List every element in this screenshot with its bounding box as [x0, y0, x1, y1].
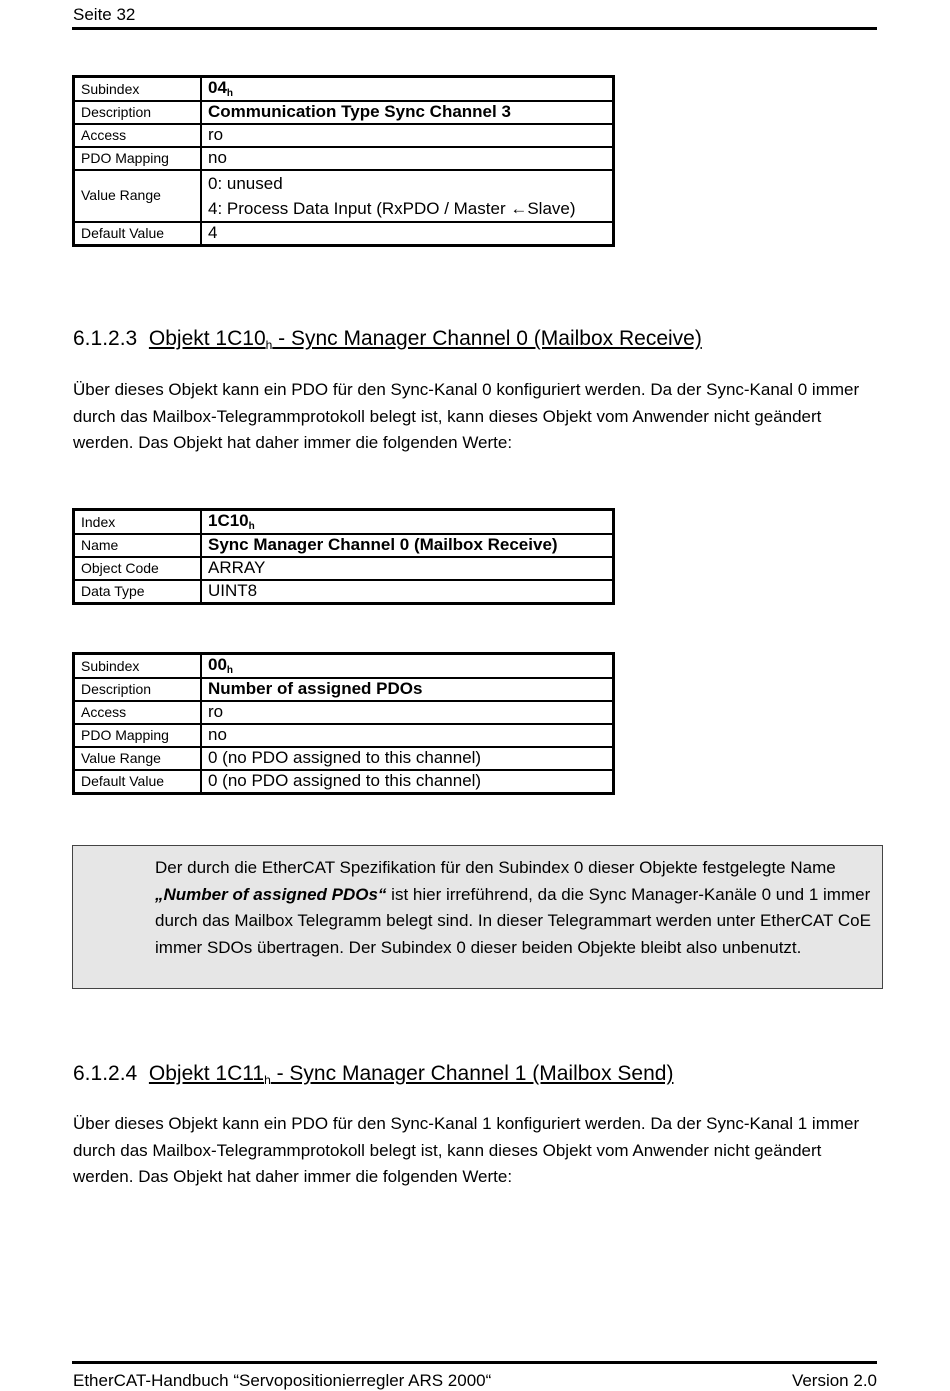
table-value: ARRAY — [201, 557, 614, 580]
subindex-value: 00 — [208, 655, 227, 674]
table-key: Value Range — [74, 747, 202, 770]
table-value — [201, 77, 614, 101]
object-table-subindex-04 — [72, 75, 615, 247]
section-paragraph-6123: Über dieses Objekt kann ein PDO für den Sync-Kanal 0 konfiguriert werden. Da der Sync-Kanal 0 immer durch das Mailbox-Telegrammprotokoll belegt ist, kann dieses Objekt vom Anwender nicht geändert werden. Das Objekt hat daher immer die folgenden Werte: — [73, 380, 860, 452]
page-header-label: Seite 32 — [73, 5, 136, 24]
note-text — [155, 855, 875, 961]
table-row — [74, 747, 614, 770]
value-range-line: 0: unused — [208, 173, 283, 193]
section-title-pre: Objekt 1C11 — [148, 1062, 265, 1085]
table-value: ro — [201, 124, 614, 147]
hex-suffix: h — [264, 1073, 271, 1087]
note-text-before: Der durch die EtherCAT Spezifikation für den Subindex 0 dieser Objekte festgelegte Name — [155, 858, 836, 877]
table-value: no — [201, 147, 614, 170]
section-title-pre: Objekt 1C10 — [148, 327, 266, 350]
section-heading-6123 — [73, 327, 702, 352]
table-row — [74, 770, 614, 794]
table-row — [74, 147, 614, 170]
note-text-after: ist hier irreführend, da die Sync Manager-Kanäle 0 und 1 immer durch das Mailbox Telegramm belegt sind. In dieser Telegrammart werden unter EtherCAT CoE immer SDOs übertragen. Der Subindex 0 dieser beiden Objekte bleibt also unbenutzt. — [155, 884, 871, 957]
subindex-value: 04 — [208, 78, 227, 97]
table-key: Default Value — [74, 770, 202, 794]
table-key: Object Code — [74, 557, 202, 580]
section-paragraph-6124: Über dieses Objekt kann ein PDO für den Sync-Kanal 1 konfiguriert werden. Da der Sync-Kanal 1 immer durch das Mailbox-Telegrammprotokoll belegt ist, kann dieses Objekt vom Anwender nicht geändert werden. Das Objekt hat daher immer die folgenden Werte: — [73, 1114, 860, 1186]
table-row — [74, 654, 614, 678]
table-row — [74, 124, 614, 147]
object-table-subindex-00 — [72, 652, 615, 795]
table-value: 4 — [201, 222, 614, 246]
note-emphasis: „Number of assigned PDOs“ — [155, 884, 387, 904]
table-value: no — [201, 724, 614, 747]
hex-suffix: h — [248, 521, 255, 532]
section-number: 6.1.2.3 — [73, 327, 138, 350]
table-value: Number of assigned PDOs — [201, 678, 614, 701]
table-key: Access — [74, 124, 202, 147]
value-range-line: 4: Process Data Input (RxPDO / Master ←Slave) — [208, 198, 576, 218]
table-value — [201, 170, 614, 222]
table-key: Description — [74, 101, 202, 124]
table-value: Communication Type Sync Channel 3 — [201, 101, 614, 124]
table-value: Sync Manager Channel 0 (Mailbox Receive) — [201, 534, 614, 557]
hex-suffix: h — [265, 338, 273, 352]
table-value — [201, 654, 614, 678]
table-value — [201, 510, 614, 534]
table-row — [74, 678, 614, 701]
table-row — [74, 580, 614, 604]
table-row — [74, 724, 614, 747]
table-row — [74, 701, 614, 724]
section-title — [149, 1062, 674, 1085]
section-title-post: - Sync Manager Channel 1 (Mailbox Send) — [270, 1062, 674, 1085]
footer-document-title: EtherCAT-Handbuch “Servopositionierregler ARS 2000“ — [73, 1371, 492, 1390]
table-value: 0 (no PDO assigned to this channel) — [201, 770, 614, 794]
table-key: Description — [74, 678, 202, 701]
table-row — [74, 77, 614, 101]
table-row — [74, 534, 614, 557]
section-title-post: - Sync Manager Channel 0 (Mailbox Receive) — [272, 327, 702, 350]
table-row — [74, 222, 614, 246]
hex-suffix: h — [226, 665, 234, 676]
footer-rule — [72, 1361, 877, 1364]
table-key: Index — [74, 510, 202, 534]
table-row — [74, 557, 614, 580]
table-key: Subindex — [74, 77, 202, 101]
section-title — [149, 327, 702, 350]
table-key: Name — [74, 534, 202, 557]
table-key: PDO Mapping — [74, 147, 202, 170]
table-key: Access — [74, 701, 202, 724]
table-key: PDO Mapping — [74, 724, 202, 747]
note-box — [72, 845, 883, 989]
table-row — [74, 170, 614, 222]
hex-suffix: h — [226, 88, 234, 99]
section-number: 6.1.2.4 — [73, 1062, 138, 1085]
table-value: 0 (no PDO assigned to this channel) — [201, 747, 614, 770]
section-heading-6124 — [73, 1062, 673, 1087]
footer-version: Version 2.0 — [791, 1371, 877, 1390]
table-value: ro — [201, 701, 614, 724]
table-row — [74, 510, 614, 534]
table-key: Data Type — [74, 580, 202, 604]
table-value: UINT8 — [201, 580, 614, 604]
table-row — [74, 101, 614, 124]
table-key: Default Value — [74, 222, 202, 246]
table-key: Subindex — [74, 654, 202, 678]
object-table-index-1c10 — [72, 508, 615, 605]
index-value: 1C10 — [208, 511, 249, 530]
header-rule — [72, 27, 877, 30]
table-key: Value Range — [74, 170, 202, 222]
